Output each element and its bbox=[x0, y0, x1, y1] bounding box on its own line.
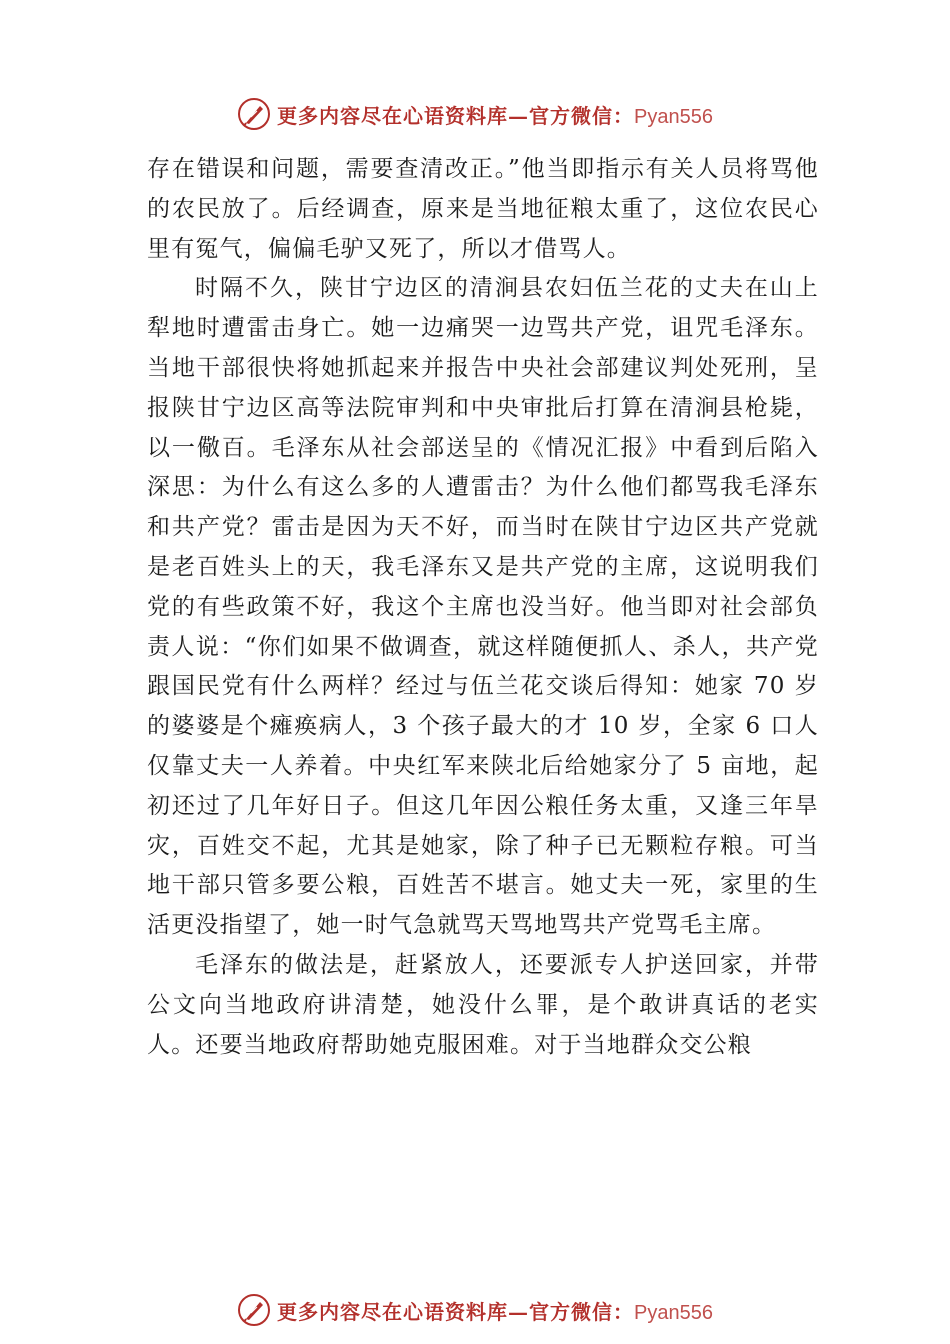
quill-pen-logo-icon bbox=[237, 1293, 271, 1327]
header-banner-main: 更多内容尽在心语资料库—官方微信： bbox=[277, 103, 635, 128]
document-body bbox=[147, 150, 819, 1065]
paragraph-2: 时隔不久，陕甘宁边区的清涧县农妇伍兰花的丈夫在山上犁地时遭雷击身亡。她一边痛哭一边骂共产党，诅咒毛泽东。当地干部很快将她抓起来并报告中央社会部建议判处死刑，呈报陕甘宁边区高等法院审判和中央审批后打算在清涧县枪毙，以一儆百。毛泽东从社会部送呈的《情况汇报》中看到后陷入深思：为什么有这么多的人遭雷击？为什么他们都骂我毛泽东和共产党？雷击是因为天不好，而当时在陕甘宁边区共产党就是老百姓头上的天，我毛泽东又是共产党的主席，这说明我们党的有些政策不好，我这个主席也没当好。他当即对社会部负责人说：“你们如果不做调查，就这样随便抓人、杀人，共产党跟国民党有什么两样？经过与伍兰花交谈后得知：她家 70 岁的婆婆是个瘫痪病人，3 个孩子最大的才 10 岁，全家 6 口人仅靠丈夫一人养着。中央红军来陕北后给她家分了 5 亩地，起初还过了几年好日子。但这几年因公粮任务太重，又逢三年旱灾，百姓交不起，尤其是她家，除了种子已无颗粒存粮。可当地干部只管多要公粮，百姓苦不堪言。她丈夫一死，家里的生活更没指望了，她一时气急就骂天骂地骂共产党骂毛主席。 bbox=[147, 275, 819, 939]
header-banner bbox=[0, 92, 950, 136]
footer-banner-main: 更多内容尽在心语资料库—官方微信： bbox=[277, 1299, 635, 1324]
quill-pen-logo-icon bbox=[237, 97, 271, 131]
paragraph-1: 存在错误和问题，需要查清改正。”他当即指示有关人员将骂他的农民放了。后经调查，原来是当地征粮太重了，这位农民心里有冤气，偏偏毛驴又死了，所以才借骂人。 bbox=[147, 156, 819, 262]
header-wechat-id: Pyan556 bbox=[634, 105, 713, 128]
header-banner-text bbox=[277, 100, 713, 129]
footer-wechat-id: Pyan556 bbox=[634, 1301, 713, 1324]
paragraph-3: 毛泽东的做法是，赶紧放人，还要派专人护送回家，并带公文向当地政府讲清楚，她没什么罪，是个敢讲真话的老实人。还要当地政府帮助她克服困难。对于当地群众交公粮 bbox=[147, 951, 819, 1058]
footer-banner bbox=[0, 1288, 950, 1332]
footer-banner-text bbox=[277, 1296, 713, 1325]
